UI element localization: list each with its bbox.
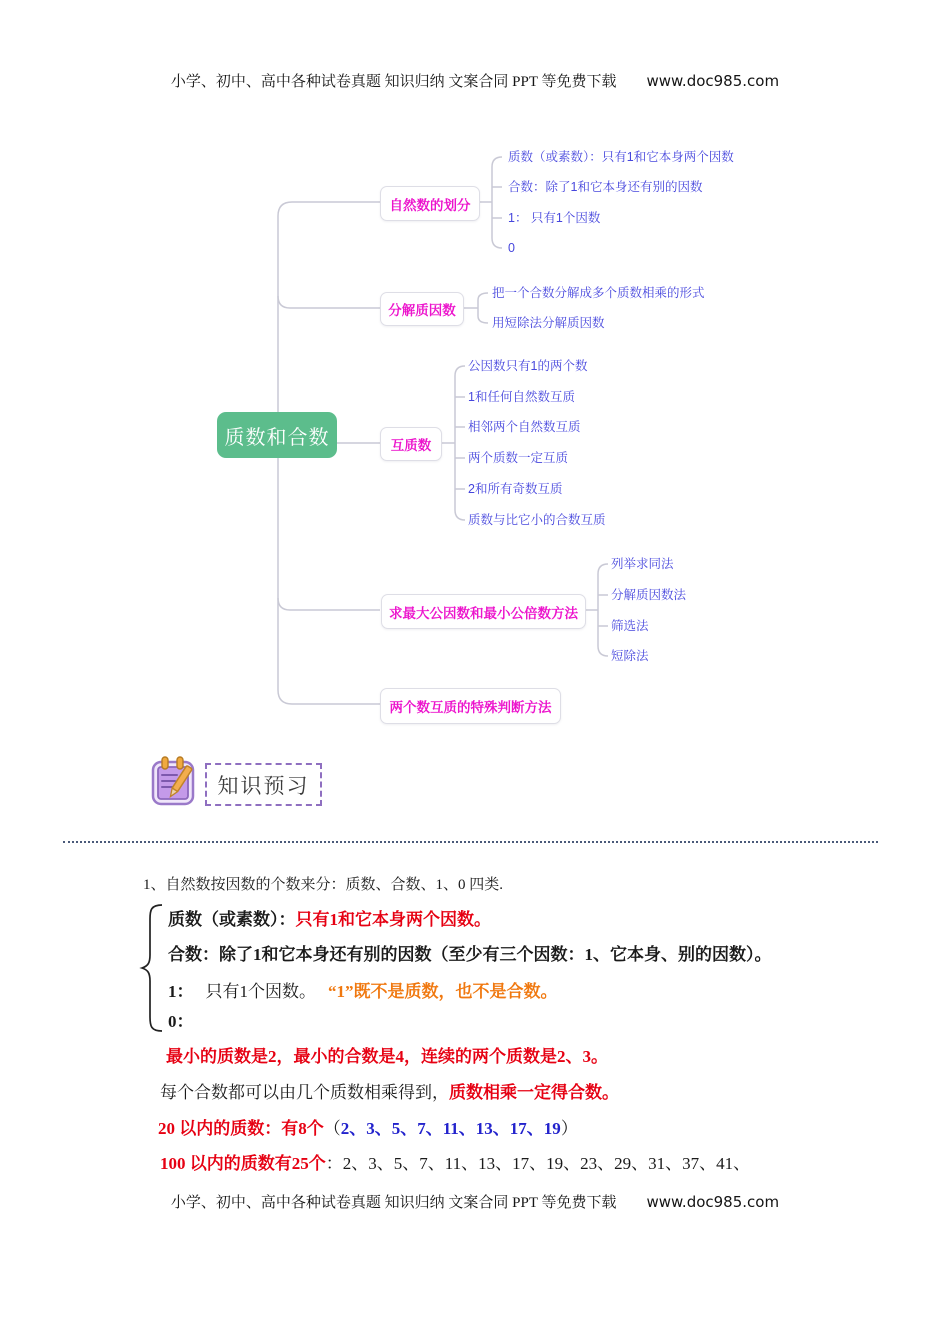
- leaf-item: 用短除法分解质因数: [492, 316, 605, 330]
- leaf-item: 1和任何自然数互质: [468, 390, 575, 404]
- leaf-item: 短除法: [611, 649, 649, 663]
- leaf-item: 公因数只有1的两个数: [468, 359, 588, 373]
- leaf-item: 列举求同法: [611, 557, 674, 571]
- multiply-rule: 质数相乘一定得合数。: [449, 1083, 619, 1102]
- leaf-item: 两个质数一定互质: [468, 451, 569, 465]
- branch-prime-factorization: [380, 292, 464, 326]
- footer-promo-text: 小学、初中、高中各种试卷真题 知识归纳 文案合同 PPT 等免费下载: [170, 1195, 617, 1211]
- header-promo-text: 小学、初中、高中各种试卷真题 知识归纳 文案合同 PPT 等免费下载: [170, 74, 617, 90]
- one-note: “1”既不是质数，也不是合数。: [328, 982, 558, 1001]
- header-site-url: www.doc985.com: [646, 72, 780, 90]
- content-line-zero: [168, 1011, 194, 1033]
- primes20-label: 20 以内的质数：有8个: [158, 1119, 324, 1138]
- primes20-list: 2、3、5、7、11、13、17、19: [340, 1119, 561, 1138]
- composite-definition: 合数：除了1和它本身还有别的因数（至少有三个因数：1、它本身、别的因数）。: [168, 945, 772, 964]
- branch-coprime-numbers: [380, 427, 442, 461]
- branch-special-coprime-judgement: [380, 688, 561, 724]
- section-title-badge: [205, 763, 322, 806]
- content-line-multiply: [160, 1082, 619, 1104]
- notebook-pencil-icon: [149, 755, 199, 807]
- content-line-primes-100: [160, 1153, 750, 1175]
- content-line-classification: 1、自然数按因数的个数来分：质数、合数、1、0 四类.: [143, 877, 504, 893]
- leaf-item: 2和所有奇数互质: [468, 482, 563, 496]
- paren-close: ）: [560, 1119, 578, 1138]
- primes100-list: ：2、3、5、7、11、13、17、19、23、29、31、37、41、: [325, 1154, 751, 1173]
- one-definition: 只有1个因数。: [205, 982, 316, 1001]
- prime-label: 质数（或素数）：: [168, 910, 296, 929]
- leaf-item: 分解质因数法: [611, 588, 687, 602]
- multiply-text: 每个合数都可以由几个质数相乘得到，: [160, 1083, 449, 1102]
- paren-open: （: [323, 1119, 341, 1138]
- leaf-item: 质数与比它小的合数互质: [468, 513, 606, 527]
- branch-label: 互质数: [390, 438, 432, 453]
- zero-label: 0：: [168, 1012, 194, 1031]
- content-line-composite: [168, 944, 772, 966]
- prime-definition: 只有1和它本身两个因数。: [295, 910, 491, 929]
- dotted-divider: [63, 841, 878, 843]
- content-line-smallest: [166, 1046, 608, 1068]
- leaf-item: 0: [508, 241, 515, 255]
- curly-brace: [138, 902, 168, 1034]
- root-label: 质数和合数: [224, 426, 330, 449]
- branch-gcf-lcm-methods: [381, 594, 586, 629]
- branch-label: 两个数互质的特殊判断方法: [389, 700, 552, 715]
- leaf-item: 筛选法: [611, 619, 649, 633]
- leaf-item: 把一个合数分解成多个质数相乘的形式: [492, 286, 705, 300]
- footer-site-url: www.doc985.com: [646, 1193, 780, 1211]
- content-line-prime: [168, 909, 491, 931]
- primes100-label: 100 以内的质数有25个: [160, 1154, 326, 1173]
- leaf-item: 相邻两个自然数互质: [468, 420, 581, 434]
- mindmap-root-node: [217, 412, 337, 458]
- one-label: 1：: [168, 982, 194, 1001]
- branch-label: 分解质因数: [388, 303, 456, 318]
- section-title: 知识预习: [217, 774, 310, 798]
- leaf-item: 合数：除了1和它本身还有别的因数: [508, 180, 703, 194]
- smallest-facts: 最小的质数是2，最小的合数是4，连续的两个质数是2、3。: [166, 1047, 608, 1066]
- branch-natural-number-division: [380, 186, 480, 221]
- branch-label: 自然数的划分: [389, 197, 471, 213]
- branch-label: 求最大公因数和最小公倍数方法: [389, 605, 578, 621]
- content-line-primes-20: [158, 1118, 578, 1140]
- page-footer: [0, 1191, 950, 1212]
- content-line-one: [168, 981, 558, 1003]
- leaf-item: 1： 只有1个因数: [508, 211, 601, 225]
- leaf-item: 质数（或素数）：只有1和它本身两个因数: [508, 150, 734, 164]
